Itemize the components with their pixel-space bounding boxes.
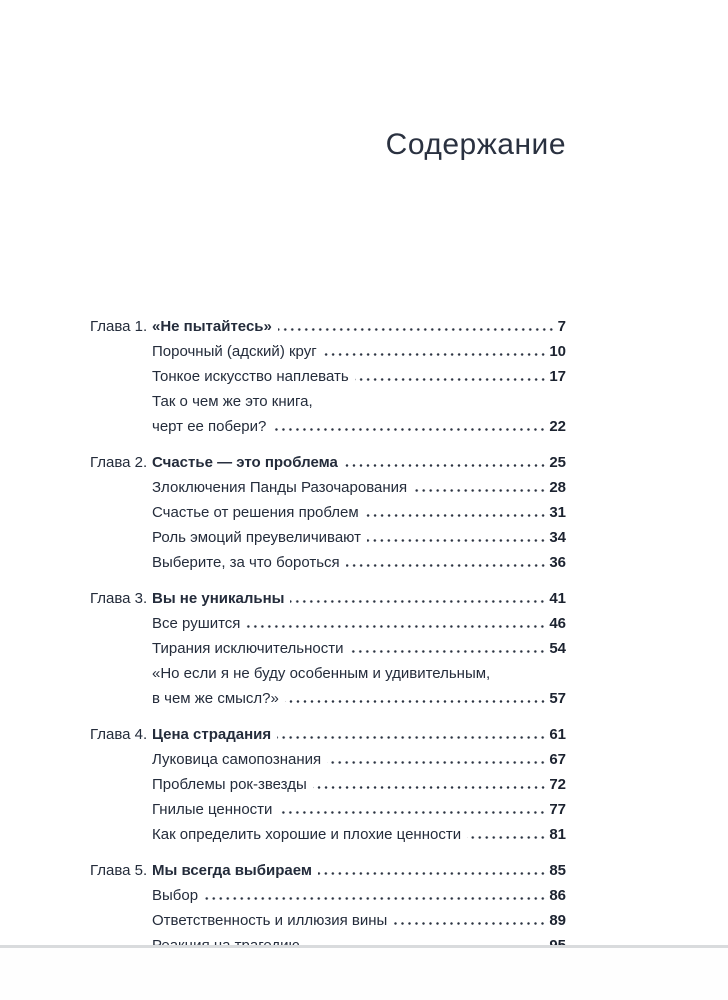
toc-entry-row xyxy=(90,389,566,414)
dot-leader xyxy=(204,897,546,900)
toc-chapter-block xyxy=(90,314,566,439)
chapter-title: Счастье — это проблема xyxy=(152,454,338,471)
toc-chapter-block xyxy=(90,586,566,711)
toc-entry-title: Гнилые ценности xyxy=(152,801,273,818)
chapter-page-number: 85 xyxy=(549,862,566,879)
toc-chapter-block xyxy=(90,450,566,575)
toc-entry-page-number: 34 xyxy=(549,529,566,546)
dot-leader xyxy=(246,625,546,628)
chapter-number-label: Глава 2. xyxy=(90,454,148,471)
dot-leader xyxy=(278,328,555,331)
dot-leader xyxy=(393,922,546,925)
page-edge-background xyxy=(0,948,728,1000)
dot-leader xyxy=(413,489,546,492)
dot-leader xyxy=(290,600,546,603)
toc-entry-title: Тирания исключительности xyxy=(152,640,344,657)
toc-entry-page-number: 54 xyxy=(549,640,566,657)
toc-entry-title: Ответственность и иллюзия вины xyxy=(152,912,388,929)
dot-leader xyxy=(344,464,546,467)
toc-entry-page-number: 86 xyxy=(549,887,566,904)
toc-entry-row xyxy=(90,414,566,439)
toc-entry-row xyxy=(90,822,566,847)
toc-entry-row xyxy=(90,525,566,550)
dot-leader xyxy=(346,564,547,567)
toc-entry-page-number: 28 xyxy=(549,479,566,496)
toc-entry-title: Порочный (адский) круг xyxy=(152,343,317,360)
chapter-page-number: 41 xyxy=(549,590,566,607)
toc-entry-row xyxy=(90,500,566,525)
dot-leader xyxy=(349,650,546,653)
toc-entry-title: Как определить хорошие и плохие ценности xyxy=(152,826,462,843)
toc-entry-page-number: 22 xyxy=(549,418,566,435)
toc-entry-title: Выберите, за что бороться xyxy=(152,554,340,571)
dot-leader xyxy=(327,761,546,764)
dot-leader xyxy=(323,353,547,356)
toc-chapter-heading-row xyxy=(90,858,566,883)
toc-entry-page-number: 57 xyxy=(549,690,566,707)
toc-entry-row xyxy=(90,339,566,364)
toc-entry-row xyxy=(90,686,566,711)
toc-entry-row xyxy=(90,772,566,797)
toc-entry-title: Все рушится xyxy=(152,615,241,632)
toc-entry-title: черт ее побери? xyxy=(152,418,267,435)
toc-entry-row xyxy=(90,661,566,686)
dot-leader xyxy=(272,428,546,431)
toc-entry-page-number: 81 xyxy=(549,826,566,843)
dot-leader xyxy=(278,811,546,814)
toc-chapter-block xyxy=(90,722,566,847)
toc-entry-row xyxy=(90,883,566,908)
toc-entry-row xyxy=(90,636,566,661)
toc-entry-row xyxy=(90,747,566,772)
dot-leader xyxy=(285,700,546,703)
dot-leader xyxy=(277,736,546,739)
toc-entry-page-number: 36 xyxy=(549,554,566,571)
chapter-page-number: 61 xyxy=(549,726,566,743)
toc-chapter-heading-row xyxy=(90,450,566,475)
dot-leader xyxy=(467,836,546,839)
toc-chapter-heading-row xyxy=(90,722,566,747)
toc-entry-title: Проблемы рок-звезды xyxy=(152,776,307,793)
toc-entry-row xyxy=(90,550,566,575)
toc-entry-page-number: 67 xyxy=(549,751,566,768)
dot-leader xyxy=(318,872,546,875)
chapter-title: Цена страдания xyxy=(152,726,272,743)
toc-entry-title: в чем же смысл?» xyxy=(152,690,279,707)
toc-entry-title: Злоключения Панды Разочарования xyxy=(152,479,408,496)
toc-entry-title: Тонкое искусство наплевать xyxy=(152,368,349,385)
toc-entry-row xyxy=(90,908,566,933)
toc-entry-title: Выбор xyxy=(152,887,199,904)
chapter-number-label: Глава 1. xyxy=(90,318,148,335)
toc-entry-page-number: 46 xyxy=(549,615,566,632)
page-title: Содержание xyxy=(385,128,566,161)
toc-entry-row xyxy=(90,611,566,636)
dot-leader xyxy=(355,378,547,381)
chapter-number-label: Глава 4. xyxy=(90,726,148,743)
toc-entry-page-number: 77 xyxy=(549,801,566,818)
chapter-number-label: Глава 3. xyxy=(90,590,148,607)
toc-entry-title: Счастье от решения проблем xyxy=(152,504,359,521)
toc xyxy=(90,314,566,969)
toc-entry-page-number: 17 xyxy=(549,368,566,385)
toc-chapter-heading-row xyxy=(90,314,566,339)
toc-entry-page-number: 89 xyxy=(549,912,566,929)
toc-chapter-heading-row xyxy=(90,586,566,611)
toc-entry-title: Так о чем же это книга, xyxy=(152,393,313,410)
toc-chapter-block xyxy=(90,858,566,958)
toc-entry-row xyxy=(90,364,566,389)
toc-entry-title: «Но если я не буду особенным и удивительным, xyxy=(152,665,491,682)
dot-leader xyxy=(367,539,546,542)
toc-entry-page-number: 72 xyxy=(549,776,566,793)
toc-entry-row xyxy=(90,797,566,822)
chapter-number-label: Глава 5. xyxy=(90,862,148,879)
chapter-page-number: 25 xyxy=(549,454,566,471)
toc-entry-title: Роль эмоций преувеличивают xyxy=(152,529,361,546)
dot-leader xyxy=(365,514,547,517)
chapter-title: Вы не уникальны xyxy=(152,590,285,607)
chapter-title: «Не пытайтесь» xyxy=(152,318,272,335)
dot-leader xyxy=(313,786,547,789)
toc-entry-page-number: 31 xyxy=(549,504,566,521)
chapter-page-number: 7 xyxy=(557,318,566,335)
toc-entry-page-number: 10 xyxy=(549,343,566,360)
toc-entry-title: Луковица самопознания xyxy=(152,751,322,768)
chapter-title: Мы всегда выбираем xyxy=(152,862,312,879)
toc-entry-row xyxy=(90,475,566,500)
